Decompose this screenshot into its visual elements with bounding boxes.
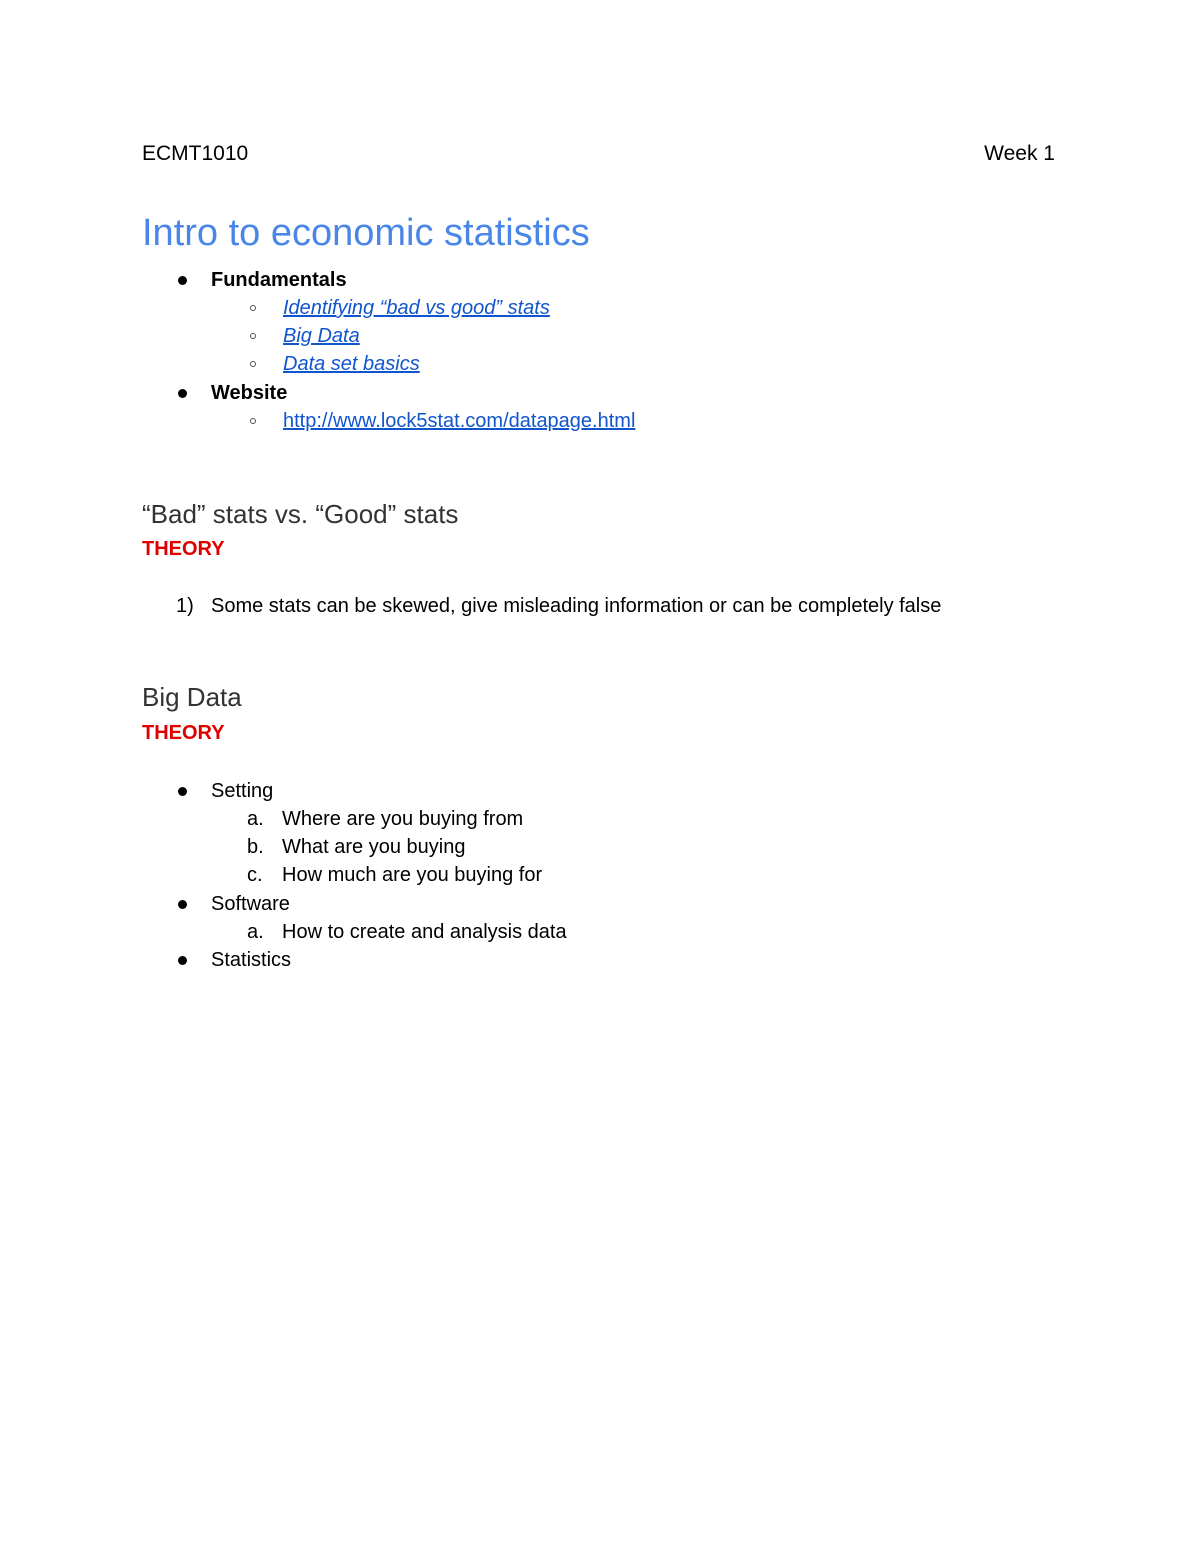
section-heading-bad-vs-good: “Bad” stats vs. “Good” stats <box>142 499 459 529</box>
letter-marker: c. <box>247 864 263 886</box>
sub-list-item: How to create and analysis data <box>282 921 567 943</box>
week-label: Week 1 <box>984 142 1055 165</box>
list-item-setting: Setting <box>211 780 274 802</box>
toc-fundamentals-label: Fundamentals <box>211 269 347 291</box>
numbered-item-text: Some stats can be skewed, give misleading information or can be completely false <box>211 595 942 617</box>
sub-list-item: What are you buying <box>282 836 466 858</box>
course-code: ECMT1010 <box>142 142 249 165</box>
bullet-icon <box>178 956 187 965</box>
hollow-bullet-icon <box>250 333 256 339</box>
toc-link-big-data[interactable]: Big Data <box>283 325 360 347</box>
list-item-software: Software <box>211 893 290 915</box>
theory-label: THEORY <box>142 722 225 744</box>
toc-link-data-set-basics[interactable]: Data set basics <box>283 353 420 375</box>
section-heading-big-data: Big Data <box>142 682 242 712</box>
sub-list-item: Where are you buying from <box>282 808 524 830</box>
website-url-link[interactable]: http://www.lock5stat.com/datapage.html <box>283 410 636 432</box>
sub-list-item: How much are you buying for <box>282 864 543 886</box>
toc-website-label: Website <box>211 382 288 404</box>
toc-link-bad-vs-good[interactable]: Identifying “bad vs good” stats <box>283 297 550 319</box>
list-item-statistics: Statistics <box>211 949 292 971</box>
bullet-icon <box>178 900 187 909</box>
letter-marker: a. <box>247 808 264 830</box>
letter-marker: b. <box>247 836 264 858</box>
bullet-icon <box>178 787 187 796</box>
page-title: Intro to economic statistics <box>142 212 590 254</box>
bullet-icon <box>178 389 187 398</box>
hollow-bullet-icon <box>250 418 256 424</box>
letter-marker: a. <box>247 921 264 943</box>
numbered-marker: 1) <box>176 595 194 617</box>
theory-label: THEORY <box>142 538 225 560</box>
bullet-icon <box>178 276 187 285</box>
hollow-bullet-icon <box>250 361 256 367</box>
hollow-bullet-icon <box>250 305 256 311</box>
